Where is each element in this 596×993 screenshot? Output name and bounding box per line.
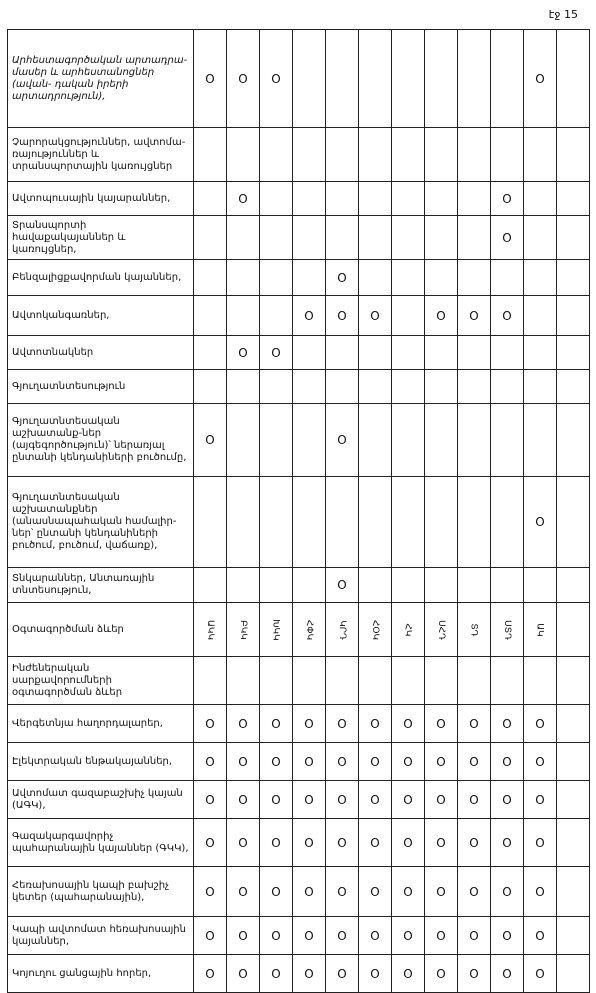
empty-cell (557, 867, 590, 917)
cell-mark (425, 568, 458, 603)
cell-mark (293, 370, 326, 404)
cell-mark (293, 657, 326, 705)
cell-mark: O (392, 917, 425, 955)
cell-mark: O (260, 955, 293, 993)
cell-mark: O (260, 743, 293, 781)
cell-mark: O (293, 296, 326, 336)
cell-mark (392, 128, 425, 182)
cell-mark (359, 568, 392, 603)
cell-mark: O (260, 819, 293, 867)
column-header (227, 603, 260, 657)
cell-mark (524, 296, 557, 336)
row-label: Կապի ավտոմատ հեռախոսային կայաններ, (8, 917, 194, 955)
cell-mark: O (458, 867, 491, 917)
cell-mark: O (227, 819, 260, 867)
empty-cell (557, 819, 590, 867)
cell-mark: O (491, 955, 524, 993)
cell-mark (425, 657, 458, 705)
cell-mark: O (359, 781, 392, 819)
column-code: ՍՀԴ (436, 619, 446, 640)
cell-mark (392, 216, 425, 260)
cell-mark: O (392, 743, 425, 781)
cell-mark: O (194, 705, 227, 743)
empty-cell (557, 336, 590, 370)
cell-mark (425, 182, 458, 216)
row-label: Բենզալիցքավորման կայաններ, (8, 260, 194, 296)
cell-mark (293, 477, 326, 568)
cell-mark (524, 260, 557, 296)
cell-mark (425, 336, 458, 370)
cell-mark: O (260, 336, 293, 370)
row-label: Ավտոպուսային կայարաններ, (8, 182, 194, 216)
cell-mark (194, 477, 227, 568)
cell-mark (194, 296, 227, 336)
row-label: Արհեստագործական արտադրա- մասեր և արհեստանոցներ (ավան- դական իրերի արտադրություն), (8, 30, 194, 128)
cell-mark (293, 568, 326, 603)
column-header (260, 603, 293, 657)
column-code: ՀԿ (403, 622, 413, 637)
row-label: Տնկարաններ, Անտառային տնտեսություն, (8, 568, 194, 603)
column-code: ՍՏԴ (502, 619, 512, 640)
cell-mark (326, 182, 359, 216)
cell-mark: O (359, 705, 392, 743)
land-use-table (7, 29, 590, 993)
cell-mark (293, 30, 326, 128)
cell-mark: O (458, 917, 491, 955)
cell-mark (227, 477, 260, 568)
cell-mark (326, 30, 359, 128)
empty-cell (557, 296, 590, 336)
table-row (8, 182, 590, 216)
cell-mark (194, 182, 227, 216)
table-row (8, 216, 590, 260)
cell-mark (491, 657, 524, 705)
cell-mark (458, 477, 491, 568)
cell-mark (524, 404, 557, 477)
column-code: ՀՕԿ (370, 619, 380, 640)
cell-mark (524, 336, 557, 370)
cell-mark: O (326, 568, 359, 603)
cell-mark (458, 657, 491, 705)
cell-mark (392, 336, 425, 370)
cell-mark: O (392, 705, 425, 743)
cell-mark (194, 216, 227, 260)
cell-mark: O (491, 182, 524, 216)
cell-mark: O (227, 743, 260, 781)
cell-mark: O (359, 743, 392, 781)
cell-mark: O (260, 781, 293, 819)
cell-mark: O (326, 819, 359, 867)
empty-cell (557, 917, 590, 955)
cell-mark: O (491, 705, 524, 743)
cell-mark (260, 296, 293, 336)
empty-cell (557, 477, 590, 568)
cell-mark: O (458, 296, 491, 336)
cell-mark: O (425, 705, 458, 743)
empty-cell (557, 657, 590, 705)
cell-mark: O (326, 404, 359, 477)
row-label: Ավտոմատ գազաբաշխիչ կայան (ԱԳԿ), (8, 781, 194, 819)
empty-cell (557, 370, 590, 404)
cell-mark (293, 182, 326, 216)
cell-mark (425, 128, 458, 182)
cell-mark (260, 477, 293, 568)
cell-mark (359, 477, 392, 568)
cell-mark (458, 30, 491, 128)
cell-mark: O (524, 819, 557, 867)
table-row (8, 336, 590, 370)
cell-mark: O (491, 781, 524, 819)
cell-mark (524, 128, 557, 182)
table-row (8, 867, 590, 917)
cell-mark (293, 404, 326, 477)
cell-mark: O (293, 917, 326, 955)
cell-mark: O (293, 955, 326, 993)
cell-mark (524, 568, 557, 603)
cell-mark: O (524, 867, 557, 917)
row-label: Ինժեներական սարքավորումների օգտագործման ձևեր (8, 657, 194, 705)
column-code: ՏԴ (468, 622, 479, 637)
cell-mark: O (458, 955, 491, 993)
cell-mark (458, 404, 491, 477)
cell-mark: O (524, 743, 557, 781)
cell-mark (392, 404, 425, 477)
cell-mark: O (326, 917, 359, 955)
row-label: Էլեկտրական ենթակայաններ, (8, 743, 194, 781)
cell-mark (293, 128, 326, 182)
cell-mark: O (392, 819, 425, 867)
cell-mark: O (458, 781, 491, 819)
cell-mark: O (194, 819, 227, 867)
cell-mark: O (326, 705, 359, 743)
row-label: Ավտոկանգառներ, (8, 296, 194, 336)
table-row (8, 296, 590, 336)
cell-mark (293, 216, 326, 260)
cell-mark (359, 657, 392, 705)
table-row (8, 260, 590, 296)
column-code: ԱԿԿ (204, 619, 215, 640)
cell-mark (425, 370, 458, 404)
cell-mark (326, 657, 359, 705)
cell-mark: O (227, 917, 260, 955)
empty-cell (557, 603, 590, 657)
cell-mark (359, 182, 392, 216)
row-label: Ավտոտնակներ (8, 336, 194, 370)
cell-mark (227, 216, 260, 260)
cell-mark (524, 370, 557, 404)
cell-mark: O (194, 781, 227, 819)
cell-mark (425, 477, 458, 568)
column-header (293, 603, 326, 657)
cell-mark (491, 477, 524, 568)
cell-mark (458, 336, 491, 370)
cell-mark: O (392, 867, 425, 917)
cell-mark (227, 260, 260, 296)
column-code: ՀՓԿ (303, 619, 314, 640)
cell-mark: O (227, 955, 260, 993)
table-row (8, 477, 590, 568)
cell-mark: O (491, 296, 524, 336)
cell-mark: O (524, 955, 557, 993)
cell-mark: O (227, 30, 260, 128)
cell-mark (491, 404, 524, 477)
column-header (326, 603, 359, 657)
cell-mark: O (227, 867, 260, 917)
column-header (458, 603, 491, 657)
cell-mark: O (491, 216, 524, 260)
cell-mark (326, 216, 359, 260)
cell-mark (227, 404, 260, 477)
cell-mark: O (227, 336, 260, 370)
cell-mark: O (524, 781, 557, 819)
row-label: Կոյուղու ցանցային հորեր, (8, 955, 194, 993)
cell-mark: O (524, 705, 557, 743)
cell-mark (392, 260, 425, 296)
cell-mark: O (194, 917, 227, 955)
cell-mark (392, 30, 425, 128)
cell-mark: O (326, 955, 359, 993)
cell-mark: O (425, 781, 458, 819)
cell-mark (491, 370, 524, 404)
table-row (8, 955, 590, 993)
row-label: Տրանսպորտի հավաքակայաններ և կառույցներ, (8, 216, 194, 260)
column-header (359, 603, 392, 657)
cell-mark (524, 657, 557, 705)
table-row (8, 917, 590, 955)
cell-mark (194, 336, 227, 370)
cell-mark (524, 216, 557, 260)
cell-mark: O (458, 705, 491, 743)
empty-cell (557, 568, 590, 603)
cell-mark: O (194, 867, 227, 917)
cell-mark: O (491, 917, 524, 955)
cell-mark (491, 128, 524, 182)
empty-cell (557, 216, 590, 260)
cell-mark: O (425, 743, 458, 781)
cell-mark: O (227, 781, 260, 819)
cell-mark: O (524, 917, 557, 955)
cell-mark (293, 336, 326, 370)
cell-mark: O (524, 477, 557, 568)
empty-cell (557, 30, 590, 128)
column-code: ԿՐԴ (337, 619, 347, 640)
cell-mark: O (392, 781, 425, 819)
cell-mark: O (293, 743, 326, 781)
cell-mark (491, 336, 524, 370)
cell-mark (227, 128, 260, 182)
cell-mark: O (326, 781, 359, 819)
cell-mark (392, 477, 425, 568)
cell-mark: O (359, 917, 392, 955)
cell-mark: O (425, 819, 458, 867)
column-code: ԱԿ (534, 622, 545, 637)
cell-mark (293, 260, 326, 296)
row-label: Գյուղատնտեսական աշխատանք-ներ (այգեգործություն)՝ ներառյալ ընտանի կենդանիների բուծումը, (8, 404, 194, 477)
cell-mark (392, 370, 425, 404)
cell-mark (194, 370, 227, 404)
cell-mark (260, 182, 293, 216)
column-header (491, 603, 524, 657)
row-label: Գյուղատնտեսություն (8, 370, 194, 404)
cell-mark (458, 568, 491, 603)
cell-mark (458, 128, 491, 182)
cell-mark (260, 370, 293, 404)
cell-mark (458, 260, 491, 296)
empty-cell (557, 743, 590, 781)
cell-mark (227, 370, 260, 404)
cell-mark (194, 657, 227, 705)
cell-mark: O (194, 955, 227, 993)
cell-mark: O (260, 705, 293, 743)
cell-mark (359, 30, 392, 128)
cell-mark (359, 336, 392, 370)
cell-mark (260, 568, 293, 603)
table-row (8, 657, 590, 705)
cell-mark (425, 30, 458, 128)
cell-mark (458, 182, 491, 216)
cell-mark (326, 477, 359, 568)
cell-mark (260, 657, 293, 705)
empty-cell (557, 705, 590, 743)
cell-mark (326, 370, 359, 404)
row-label: Գյուղատնտեսական աշխատանքներ (անասնապահական համալիր-ներ՝ ընտանի կենդանիների բուծում, բուծում, վաճառք), (8, 477, 194, 568)
cell-mark (491, 30, 524, 128)
cell-mark (227, 296, 260, 336)
cell-mark (392, 568, 425, 603)
cell-mark: O (326, 867, 359, 917)
empty-cell (557, 781, 590, 819)
cell-mark (326, 128, 359, 182)
table-row (8, 705, 590, 743)
column-header (524, 603, 557, 657)
cell-mark: O (359, 867, 392, 917)
column-code: ԽԿԿ (270, 618, 281, 641)
cell-mark (194, 260, 227, 296)
cell-mark (425, 404, 458, 477)
cell-mark (458, 370, 491, 404)
cell-mark: O (359, 955, 392, 993)
cell-mark: O (425, 296, 458, 336)
cell-mark: O (194, 743, 227, 781)
cell-mark (227, 568, 260, 603)
cell-mark: O (425, 955, 458, 993)
empty-cell (557, 182, 590, 216)
cell-mark (491, 260, 524, 296)
cell-mark: O (458, 743, 491, 781)
table-row (8, 743, 590, 781)
cell-mark (227, 657, 260, 705)
cell-mark (392, 182, 425, 216)
column-code: ԲԿԿ (237, 619, 248, 640)
cell-mark: O (293, 819, 326, 867)
cell-mark (524, 182, 557, 216)
empty-cell (557, 955, 590, 993)
table-row (8, 404, 590, 477)
table-row (8, 568, 590, 603)
cell-mark: O (194, 404, 227, 477)
cell-mark (392, 296, 425, 336)
cell-mark: O (458, 819, 491, 867)
cell-mark (260, 128, 293, 182)
cell-mark (359, 370, 392, 404)
cell-mark: O (326, 296, 359, 336)
cell-mark (491, 568, 524, 603)
cell-mark (260, 216, 293, 260)
cell-mark (458, 216, 491, 260)
row-label: Չարորակցություններ, ավտոմա-ռայություններ և տրանսպորտային կառույցներ (8, 128, 194, 182)
cell-mark (260, 260, 293, 296)
empty-cell (557, 404, 590, 477)
cell-mark (425, 260, 458, 296)
cell-mark: O (194, 30, 227, 128)
cell-mark: O (260, 30, 293, 128)
cell-mark: O (293, 705, 326, 743)
cell-mark (260, 404, 293, 477)
cell-mark: O (359, 296, 392, 336)
table-row (8, 370, 590, 404)
cell-mark (392, 657, 425, 705)
cell-mark (194, 568, 227, 603)
cell-mark (359, 260, 392, 296)
table-row (8, 781, 590, 819)
column-header (425, 603, 458, 657)
cell-mark: O (227, 705, 260, 743)
table-row (8, 128, 590, 182)
row-label: Հեռախոսային կապի բախշիչ կետեր (պահարանային), (8, 867, 194, 917)
cell-mark: O (260, 867, 293, 917)
table-row (8, 30, 590, 128)
cell-mark: O (293, 781, 326, 819)
cell-mark (359, 216, 392, 260)
cell-mark: O (491, 867, 524, 917)
cell-mark (425, 216, 458, 260)
cell-mark: O (425, 867, 458, 917)
usage-label: Օգտագործման ձևեր (8, 603, 194, 657)
table-row (8, 819, 590, 867)
row-label: Գազակարգավորիչ պահարանային կայաններ (ԳԿԿ), (8, 819, 194, 867)
page-number: էջ 15 (548, 8, 578, 21)
cell-mark (359, 128, 392, 182)
empty-cell (557, 128, 590, 182)
empty-cell (557, 260, 590, 296)
cell-mark: O (524, 30, 557, 128)
cell-mark: O (491, 819, 524, 867)
cell-mark: O (425, 917, 458, 955)
cell-mark: O (491, 743, 524, 781)
cell-mark (194, 128, 227, 182)
cell-mark: O (326, 743, 359, 781)
cell-mark: O (293, 867, 326, 917)
cell-mark: O (260, 917, 293, 955)
cell-mark: O (326, 260, 359, 296)
column-header (194, 603, 227, 657)
cell-mark (326, 336, 359, 370)
row-label: Վերգետնյա հաղորդալարեր, (8, 705, 194, 743)
column-header-row (8, 603, 590, 657)
column-header (392, 603, 425, 657)
cell-mark: O (392, 955, 425, 993)
cell-mark: O (227, 182, 260, 216)
cell-mark: O (359, 819, 392, 867)
cell-mark (359, 404, 392, 477)
